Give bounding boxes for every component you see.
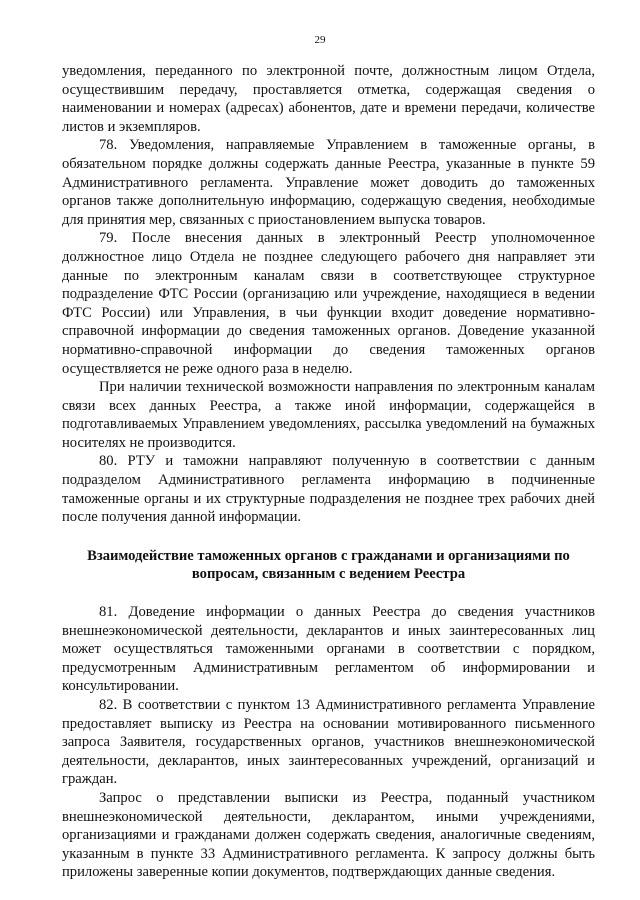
paragraph-78: 78. Уведомления, направляемые Управлением в таможенные органы, в обязательном порядке должны содержать данные Реестра, указанные в пункте 59 Административного регламента. Управление может доводить до таможенных органов также дополнительную информацию, содержащую сведения, необходимые для принятия мер, связанных с приостановлением выпуска товаров. [62,137,595,228]
document-body [62,62,595,882]
paragraph-82: 82. В соответствии с пунктом 13 Административного регламента Управление предоставляет выписку из Реестра на основании мотивированного письменного запроса Заявителя, государственных органов, участников внешнеэкономической деятельности, декларантов, иных заинтересованных учреждений, организаций и граждан. [62,697,595,788]
paragraph-79: 79. После внесения данных в электронный Реестр уполномоченное должностное лицо Отдела не позднее следующего рабочего дня направляет эти данные по электронным каналам связи в соответствующее структурное подразделение ФТС России (организацию или учреждение, находящиеся в ведении ФТС России) или Управления, в чьи функции входит доведение нормативно-справочной информации до сведения таможенных органов. Доведение указанной нормативно-справочной информации до сведения таможенных органов осуществляется не реже одного раза в неделю. [62,230,595,377]
paragraph-81: 81. Доведение информации о данных Реестра до сведения участников внешнеэкономической деятельности, декларантов и иных заинтересованных лиц может осуществляться таможенными органами в соответствии с порядком, предусмотренным Административным регламентом об информировании и консультировании. [62,604,595,695]
paragraph-82-continued: Запрос о представлении выписки из Реестра, поданный участником внешнеэкономической деятельности, декларантом, иными учреждениями, организациями и гражданами должен содержать сведения, аналогичные сведениям, указанным в пункте 33 Административного регламента. К запросу должны быть приложены заверенные копии документов, подтверждающих данные сведения. [62,789,595,881]
section-heading: Взаимодействие таможенных органов с гражданами и организациями по вопросам, связанным с ведением Реестра [87,547,570,583]
paragraph-80: 80. РТУ и таможни направляют полученную в соответствии с данным подразделом Административного регламента информацию в подчиненные таможенные органы и их структурные подразделения не позднее трех рабочих дней после получения данной информации. [62,453,595,526]
paragraph-continuation: уведомления, переданного по электронной почте, должностным лицом Отдела, осуществившим передачу, проставляется отметка, содержащая сведения о наименовании и номерах (адресах) абонентов, дате и времени передачи, количестве листов и экземпляров. [62,63,595,135]
page-number: 29 [314,34,326,46]
paragraph-79-continued: При наличии технической возможности направления по электронным каналам связи всех данных Реестра, а также иной информации, содержащейся в подготавливаемых Управлением уведомлениях, рассылка уведомлений на бумажных носителях не производится. [62,379,595,451]
